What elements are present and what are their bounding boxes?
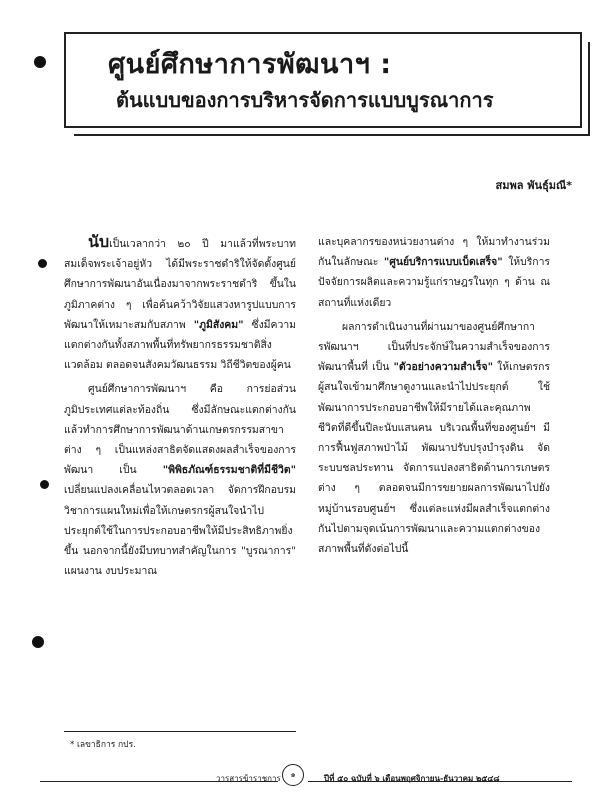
left-p1-text-cont: ซึ่งมีความแตกต่างกันทั้งสภาพพื้นที่ทรัพยากรธรรมชาติสิ่งแวดล้อม ตลอดจนสังคมวัฒนธรรม วิถีชีวิตของผู้คน xyxy=(64,318,296,372)
left-p2-text-cont: เปลี่ยนแปลงเคลื่อนไหวตลอดเวลา จัดการฝึกอบรมวิชาการแผนใหม่เพื่อให้เกษตรกรผู้สนใจนำไปประยุกต์ใช้ในการประกอบอาชีพให้มีประสิทธิภาพยิ่งขึ้น นอกจากนี้ยังมีบทบาทสำคัญในการ "บูรณาการ" แผนงาน งบประมาณ xyxy=(64,484,296,578)
article-title: ศูนย์ศึกษาการพัฒนาฯ : xyxy=(108,49,392,80)
right-p2-text-cont: ให้เกษตรกรผู้สนใจเข้ามาศึกษาดูงานและนำไปประยุกต์ ใช้พัฒนาการประกอบอาชีพให้มีรายได้และคุณภาพชีวิตที่ดีขึ้นปีละนับแสนคน บริเวณพื้นที่ของศูนย์ฯ มีการฟื้นฟูสภาพป่าไม้ พัฒนาปรับปรุงบำรุงดิน จัดระบบชลประทาน จัดการแปลงสาธิตด้านการเกษตรต่าง ๆ ตลอดจนมีการขยายผลการพัฒนาไปยังหมู่บ้านรอบศูนย์ฯ ซึ่งแต่ละแห่งมีผลสำเร็จแตกต่างกันไปตามจุดเน้นการพัฒนาและความแตกต่างของสภาพพื้นที่ดังต่อไปนี้ xyxy=(318,361,550,556)
page-number: ๑ xyxy=(282,764,304,786)
left-paragraph-1 xyxy=(64,232,296,375)
left-paragraph-2 xyxy=(64,379,296,581)
left-p1-bold: "ภูมิสังคม" xyxy=(193,318,244,331)
right-p1-bold: "ศูนย์บริการแบบเบ็ดเสร็จ" xyxy=(383,256,503,269)
footnote-rule xyxy=(64,731,296,732)
right-p2-bold: "ตัวอย่างความสำเร็จ" xyxy=(393,361,494,374)
left-p2-text: ศูนย์ศึกษาการพัฒนาฯ คือ การย่อส่วนภูมิประเทศแต่ละท้องถิ่น ซึ่งมีลักษณะแตกต่างกันแล้วทำการศึกษาการพัฒนาด้านเกษตรกรรมสาขาต่าง ๆ เป็นแหล่งสาธิตจัดแสดงผลสำเร็จของการพัฒนา เป็น xyxy=(64,383,296,477)
footer-issue: ปีที่ ๕๐ ฉบับที่ ๖ เดือนพฤศจิกายน-ธันวาคม ๒๕๔๘ xyxy=(324,774,500,783)
article-subtitle: ต้นแบบของการบริหารจัดการแบบบูรณาการ xyxy=(116,88,494,112)
decorative-bullet-bottom xyxy=(32,636,44,648)
right-p2-text: ผลการดำเนินงานที่ผ่านมาของศูนย์ศึกษาการพัฒนาฯ เป็นที่ประจักษ์ในความสำเร็จของการพัฒนาพื้นที่ เป็น xyxy=(318,320,550,374)
left-p2-bold: "พิพิธภัณฑ์ธรรมชาติที่มีชีวิต" xyxy=(162,464,296,477)
left-p1-text: เป็นเวลากว่า ๒๐ ปี มาแล้วที่พระบาทสมเด็จพระเจ้าอยู่หัว ได้มีพระราชดำริให้จัดตั้งศูนย์ศึกษาการพัฒนาอันเนื่องมาจากพระราชดำริ ขึ้นในภูมิภาคต่าง ๆ เพื่อค้นคว้าวิจัยแสวงหารูปแบบการพัฒนาให้เหมาะสมกับสภาพ xyxy=(64,238,296,331)
decorative-bullet-top xyxy=(34,56,46,68)
footnote: * เลขาธิการ กปร. xyxy=(70,740,136,750)
right-p1-text: และบุคลากรของหน่วยงานต่าง ๆ ให้มาทำงานร่วมกันในลักษณะ xyxy=(318,236,550,269)
left-column xyxy=(64,232,296,581)
decorative-bullet-low xyxy=(40,480,49,489)
decorative-bullet-mid xyxy=(38,259,47,268)
drop-cap: นับ xyxy=(88,232,110,251)
right-paragraph-2 xyxy=(318,317,550,559)
right-p1-text-cont: ให้บริการปัจจัยการผลิตและความรู้แก่ราษฎรในทุก ๆ ด้าน ณ สถานที่แห่งเดียว xyxy=(318,256,550,309)
right-column xyxy=(318,232,550,559)
author-name: สมพล พันธุ์มณี* xyxy=(495,179,572,192)
footer-journal: วารสารข้าราชการ xyxy=(216,774,281,783)
right-paragraph-1 xyxy=(318,232,550,313)
